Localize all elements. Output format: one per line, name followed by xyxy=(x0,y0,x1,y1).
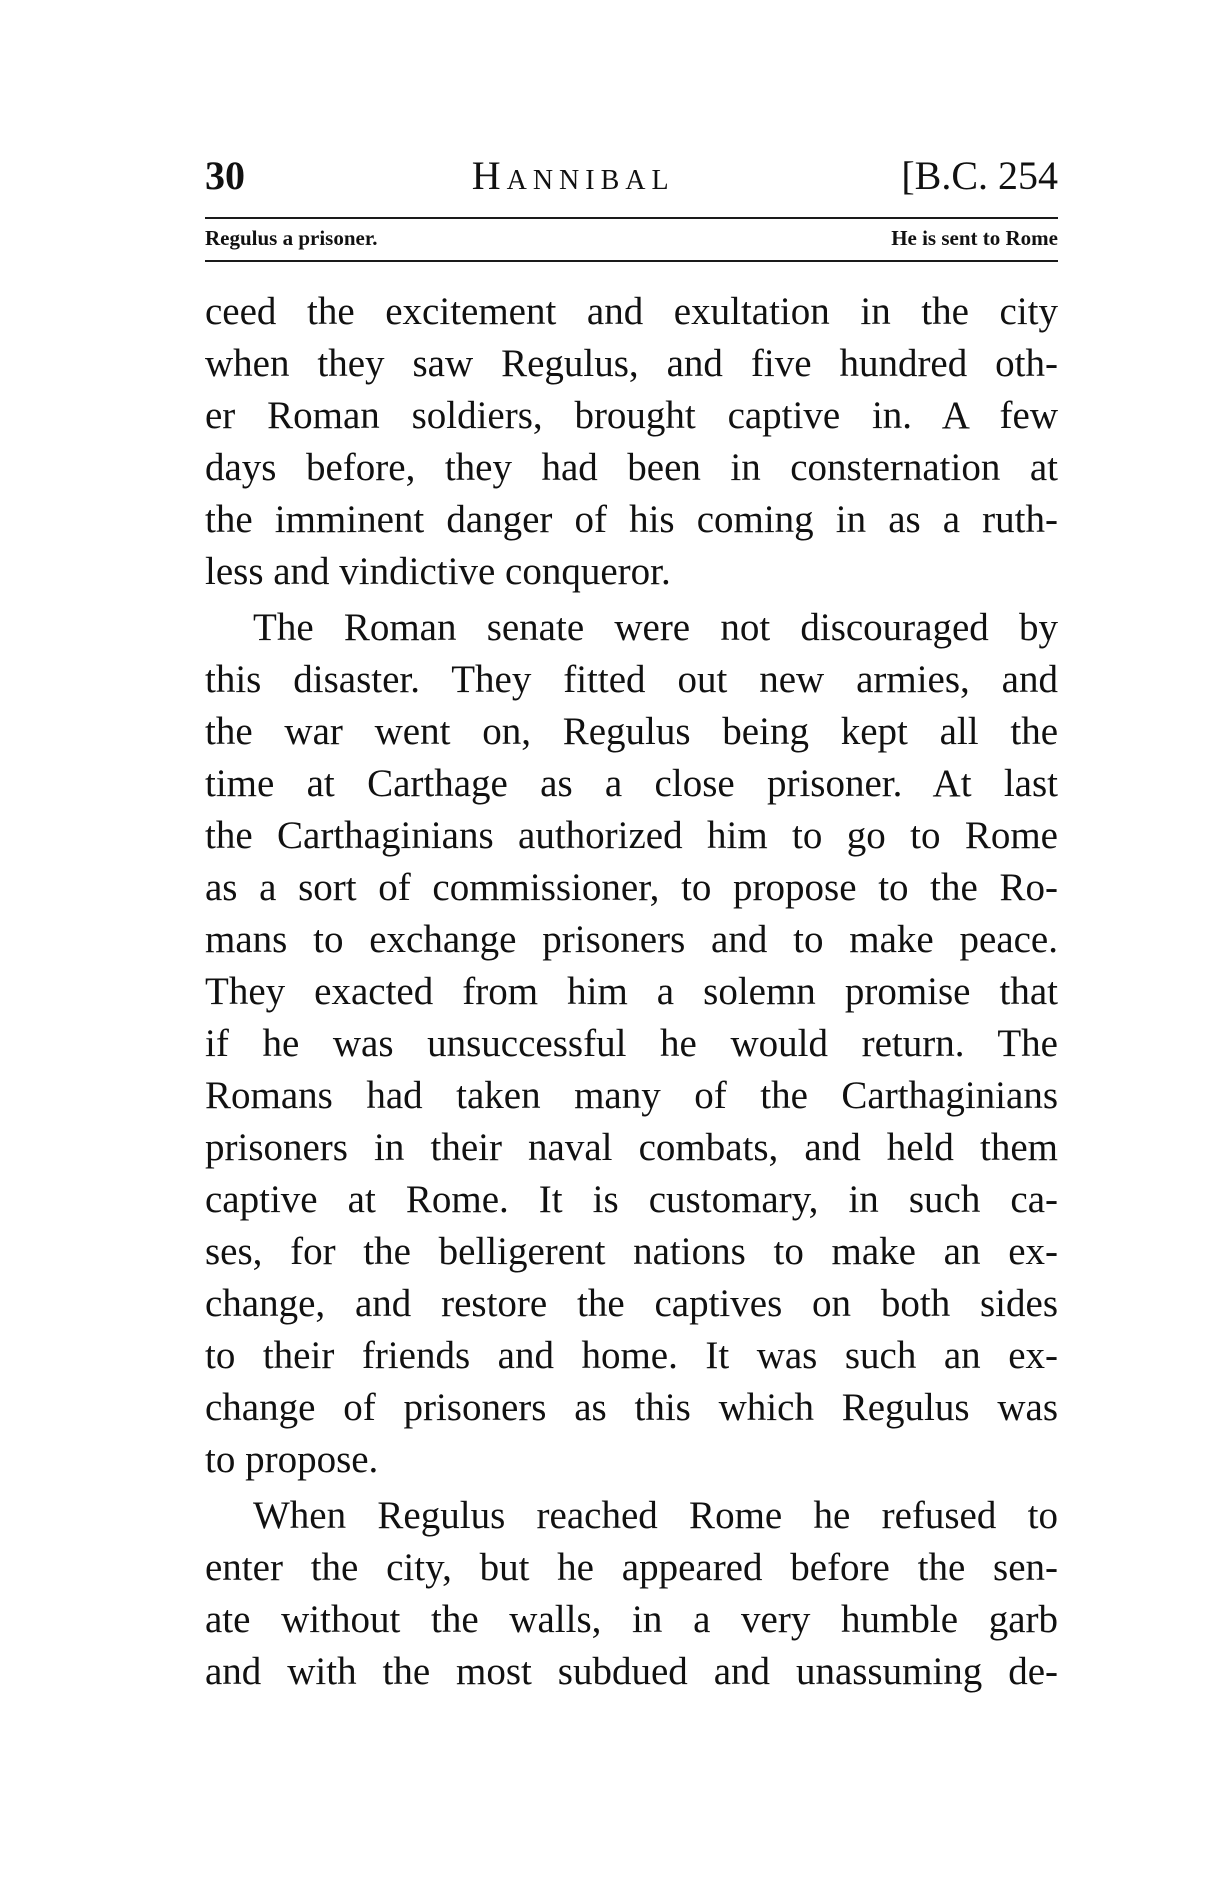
text-line: when they saw Regulus, and five hundred oth- xyxy=(205,342,1058,385)
text-line: the imminent danger of his coming in as a ruth- xyxy=(205,498,1058,541)
text-line: this disaster. They fitted out new armies, and xyxy=(205,658,1058,701)
text-line: and with the most subdued and unassuming de- xyxy=(205,1650,1058,1693)
text-line: mans to exchange prisoners and to make peace. xyxy=(205,918,1058,961)
text-line: ceed the excitement and exultation in the city xyxy=(205,290,1058,333)
text-line: ate without the walls, in a very humble garb xyxy=(205,1598,1058,1641)
side-note-right: He is sent to Rome xyxy=(891,226,1058,250)
text-line: The Roman senate were not discouraged by xyxy=(253,606,1058,649)
text-line: the Carthaginians authorized him to go to Rome xyxy=(205,814,1058,857)
text-line: When Regulus reached Rome he refused to xyxy=(253,1494,1058,1537)
text-line: prisoners in their naval combats, and held them xyxy=(205,1126,1058,1169)
text-line: change of prisoners as this which Regulus was xyxy=(205,1386,1058,1429)
running-title: Hannibal xyxy=(471,153,675,198)
date-label: [B.C. 254 xyxy=(901,153,1058,198)
text-line: ses, for the belligerent nations to make an ex- xyxy=(205,1230,1058,1273)
text-line: if he was unsuccessful he would return. The xyxy=(205,1022,1058,1065)
text-line: as a sort of commissioner, to propose to the Ro- xyxy=(205,866,1058,909)
text-line: the war went on, Regulus being kept all the xyxy=(205,710,1058,753)
text-line: days before, they had been in consternation at xyxy=(205,446,1058,489)
text-line: to their friends and home. It was such an ex- xyxy=(205,1334,1058,1377)
side-note-left: Regulus a prisoner. xyxy=(205,226,378,250)
header-rule-top xyxy=(205,217,1058,219)
text-line: captive at Rome. It is customary, in such ca- xyxy=(205,1178,1058,1221)
side-notes xyxy=(205,226,1058,256)
text-line: less and vindictive conqueror. xyxy=(205,550,671,593)
running-head xyxy=(205,152,1058,202)
text-line: enter the city, but he appeared before the sen- xyxy=(205,1546,1058,1589)
page-number: 30 xyxy=(205,153,245,198)
text-line: time at Carthage as a close prisoner. At last xyxy=(205,762,1058,805)
text-line: to propose. xyxy=(205,1438,379,1481)
text-line: They exacted from him a solemn promise that xyxy=(205,970,1058,1013)
text-line: Romans had taken many of the Carthaginians xyxy=(205,1074,1058,1117)
header-rule-bottom xyxy=(205,260,1058,262)
text-line: change, and restore the captives on both sides xyxy=(205,1282,1058,1325)
text-line: er Roman soldiers, brought captive in. A few xyxy=(205,394,1058,437)
